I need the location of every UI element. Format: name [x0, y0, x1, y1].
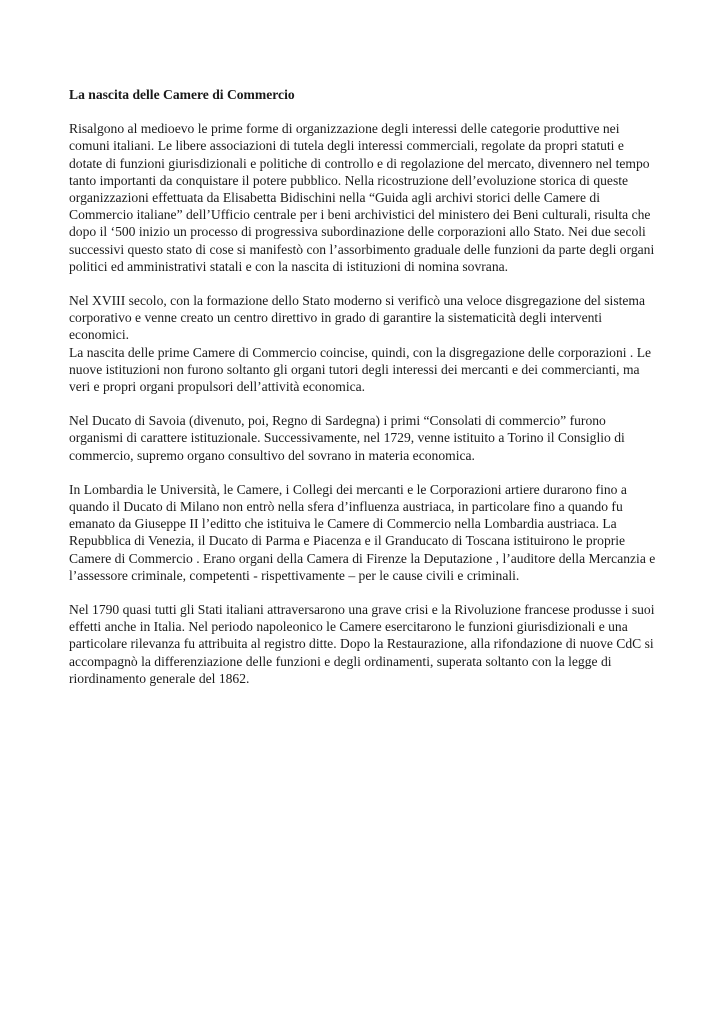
document-page [69, 86, 659, 704]
paragraph-origins [69, 120, 659, 275]
paragraph-text: Nel 1790 quasi tutti gli Stati italiani attraversarono una grave crisi e la Rivoluzione francese produsse i suoi effetti anche in Italia. Nel periodo napoleonico le Camere esercitarono le funzioni giurisdizionali e una particolare rilevanza fu attribuita al registro ditte. Dopo la Restaurazione, alla rifondazione di nuove CdC si accompagnò la differenziazione delle funzioni e degli ordinamenti, superata soltanto con la legge di riordinamento generale del 1862. [69, 602, 655, 686]
paragraph-text: In Lombardia le Università, le Camere, i Collegi dei mercanti e le Corporazioni artiere durarono fino a quando il Ducato di Milano non entrò nella sfera d’influenza austriaca, in particolare fino a quando fu emanato da Giuseppe II l’editto che istituiva le Camere di Commercio nella Lombardia austriaca. La Repubblica di Venezia, il Ducato di Parma e Piacenza e il Granducato di Toscana istituirono le proprie Camere di Commercio . Erano organi della Camera di Firenze la Deputazione , l’auditore della Mercanzia e l’assessore criminale, competenti - rispettivamente – per le cause civili e criminali. [69, 481, 656, 583]
paragraph-text: Nel Ducato di Savoia (divenuto, poi, Regno di Sardegna) i primi “Consolati di commercio” furono organismi di carattere istituzionale. Successivamente, nel 1729, venne istituito a Torino il Consiglio di commercio, supremo organo consultivo del sovrano in materia economica. [69, 413, 625, 463]
paragraph-xviii-century [69, 292, 659, 395]
paragraph-1790 [69, 601, 659, 687]
paragraph-text: Risalgono al medioevo le prime forme di organizzazione degli interessi delle categorie produttive nei comuni italiani. Le libere associazioni di tutela degli interessi commerciali, regolate da propri statuti e dotate di funzioni giurisdizionali e politiche di controllo e di regolazione del mercato, divennero nel tempo tanto importanti da conquistare il potere pubblico. Nella ricostruzione dell’evoluzione storica di queste organizzazioni effettuata da Elisabetta Bidischini nella “Guida agli archivi storici delle Camere di Commercio italiane” dell’Ufficio centrale per i beni archivistici del ministero dei Beni culturali, risulta che dopo il ‘500 inizio un processo di progressiva subordinazione delle corporazioni allo Stato. Nei due secoli successivi questo stato di cose si manifestò con l’assorbimento graduale delle funzioni da parte degli organi politici ed amministrativi statali e con la nascita di istituzioni di nomina sovrana. [69, 121, 655, 274]
paragraph-lombardia [69, 481, 659, 584]
paragraph-text: La nascita delle prime Camere di Commercio coincise, quindi, con la disgregazione delle corporazioni . Le nuove istituzioni non furono soltanto gli organi tutori degli interessi dei mercanti e dei commercianti, ma veri e propri organi propulsori dell’attività economica. [69, 344, 652, 395]
paragraph-text: Nel XVIII secolo, con la formazione dello Stato moderno si verificò una veloce disgregazione del sistema corporativo e venne creato un centro direttivo in grado di garantire la sistematicità degli interventi economici. [69, 293, 646, 343]
document-title: La nascita delle Camere di Commercio [69, 87, 295, 102]
paragraph-savoia [69, 412, 659, 464]
